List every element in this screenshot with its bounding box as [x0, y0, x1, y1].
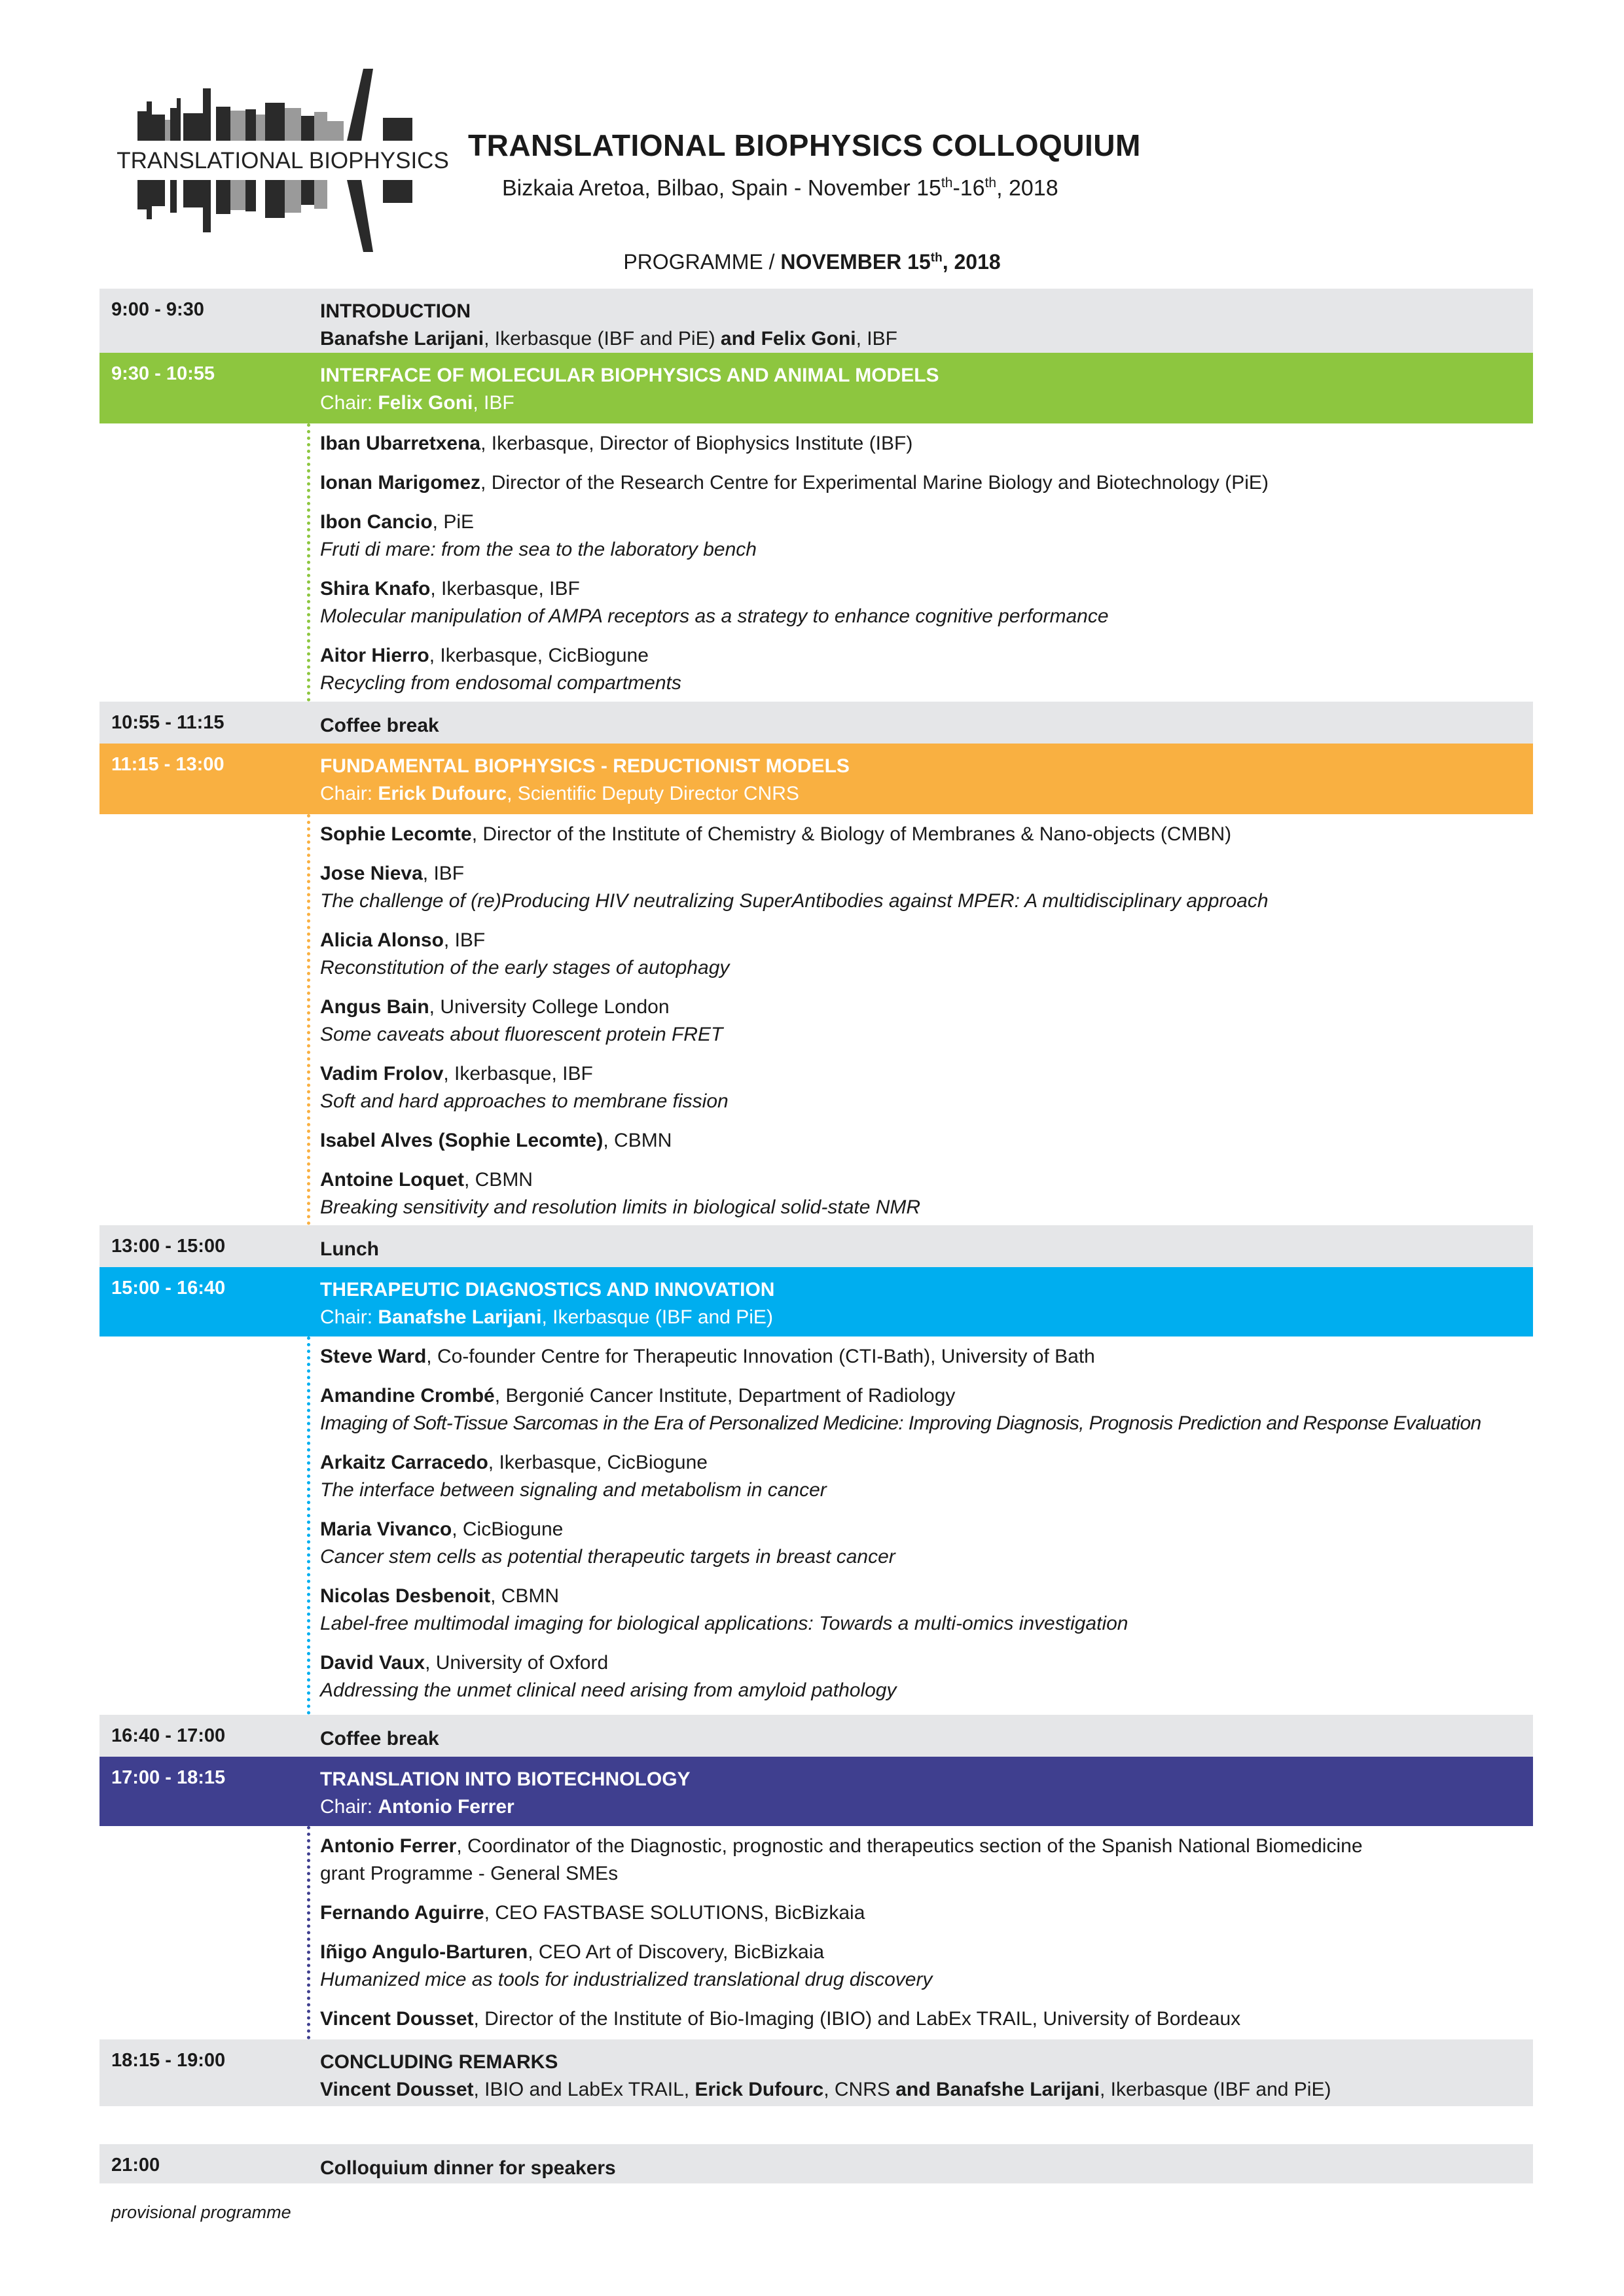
list-item: David Vaux, University of Oxford Addressing the unmet clinical need arising from amyloid pathology [320, 1652, 897, 1701]
coffee-break-label: Coffee break [320, 1728, 439, 1749]
list-item: Amandine Crombé, Bergonié Cancer Institute, Department of Radiology Imaging of Soft-Tissue Sarcomas in the Era of Personalized Medicine: Improving Diagnosis, Prognosis Prediction and Response Evaluation [320, 1385, 1481, 1434]
dinner-row [99, 2144, 1533, 2183]
list-item: Arkaitz Carracedo, Ikerbasque, CicBiogune The interface between signaling and metabolism in cancer [320, 1452, 827, 1501]
list-item: Iñigo Angulo-Barturen, CEO Art of Discovery, BicBizkaia Humanized mice as tools for industrialized translational drug discovery [320, 1941, 933, 1990]
spacer [99, 2106, 1533, 2144]
dinner-label: Colloquium dinner for speakers [320, 2157, 616, 2179]
list-item: Sophie Lecomte, Director of the Institute of Chemistry & Biology of Membranes & Nano-objects (CMBN) [320, 823, 1232, 845]
footnote: provisional programme [111, 2202, 291, 2222]
concluding-time: 18:15 - 19:00 [111, 2050, 226, 2071]
list-item: Aitor Hierro, Ikerbasque, CicBiogune Recycling from endosomal compartments [320, 645, 681, 694]
timeline-line [307, 423, 310, 702]
coffee-break-row [99, 702, 1533, 744]
list-item: Nicolas Desbenoit, CBMN Label-free multimodal imaging for biological applications: Towards a multi-omics investigation [320, 1585, 1128, 1634]
lunch-row [99, 1225, 1533, 1267]
intro-row [99, 289, 1533, 353]
dinner-time: 21:00 [111, 2155, 160, 2176]
session-3-talks [99, 1336, 1533, 1715]
session-4-talks [99, 1826, 1533, 2039]
timeline-line [307, 1336, 310, 1715]
list-item: Vincent Dousset, Director of the Institute of Bio-Imaging (IBIO) and LabEx TRAIL, University of Bordeaux [320, 2008, 1241, 2030]
session-1-title: INTERFACE OF MOLECULAR BIOPHYSICS AND ANIMAL MODELS [320, 365, 939, 386]
list-item: Angus Bain, University College London Some caveats about fluorescent protein FRET [320, 996, 723, 1045]
timeline-line [307, 1826, 310, 2039]
intro-title: INTRODUCTION [320, 300, 471, 322]
session-1-time: 9:30 - 10:55 [111, 363, 215, 384]
timeline-line [307, 814, 310, 1225]
session-4-title: TRANSLATION INTO BIOTECHNOLOGY [320, 1768, 691, 1790]
event-subtitle: Bizkaia Aretoa, Bilbao, Spain - November 15th-16th, 2018 [502, 175, 1058, 201]
list-item: Shira Knafo, Ikerbasque, IBF Molecular manipulation of AMPA receptors as a strategy to enhance cognitive performance [320, 578, 1109, 627]
list-item: Steve Ward, Co-founder Centre for Therapeutic Innovation (CTI-Bath), University of Bath [320, 1346, 1095, 1367]
translational-biophysics-logo [105, 62, 461, 259]
coffee-break-time: 16:40 - 17:00 [111, 1725, 226, 1746]
session-2-talks [99, 814, 1533, 1225]
coffee-break-label: Coffee break [320, 715, 439, 736]
page-title: TRANSLATIONAL BIOPHYSICS COLLOQUIUM [468, 128, 1141, 162]
session-1-header [99, 353, 1533, 423]
concluding-remarks-row [99, 2039, 1533, 2106]
coffee-break-row [99, 1715, 1533, 1757]
session-3-title: THERAPEUTIC DIAGNOSTICS AND INNOVATION [320, 1279, 775, 1300]
list-item: Antoine Loquet, CBMN Breaking sensitivity and resolution limits in biological solid-state NMR [320, 1169, 921, 1218]
session-3-header [99, 1267, 1533, 1336]
concluding-speakers: Vincent Dousset, IBIO and LabEx TRAIL, Erick Dufourc, CNRS and Banafshe Larijani, Ikerbasque (IBF and PiE) [320, 2079, 1331, 2100]
programme-table [99, 289, 1533, 2183]
session-4-time: 17:00 - 18:15 [111, 1767, 226, 1788]
session-1-talks [99, 423, 1533, 702]
list-item: Ionan Marigomez, Director of the Research Centre for Experimental Marine Biology and Biotechnology (PiE) [320, 472, 1269, 493]
session-3-time: 15:00 - 16:40 [111, 1278, 226, 1299]
concluding-title: CONCLUDING REMARKS [320, 2051, 558, 2073]
list-item: Jose Nieva, IBF The challenge of (re)Producing HIV neutralizing SuperAntibodies against MPER: A multidisciplinary approach [320, 863, 1269, 912]
session-2-time: 11:15 - 13:00 [111, 754, 225, 775]
list-item: Ibon Cancio, PiE Fruti di mare: from the sea to the laboratory bench [320, 511, 757, 560]
session-2-header [99, 744, 1533, 814]
list-item: Maria Vivanco, CicBiogune Cancer stem cells as potential therapeutic targets in breast cancer [320, 1518, 895, 1568]
coffee-break-time: 10:55 - 11:15 [111, 712, 225, 733]
list-item: Antonio Ferrer, Coordinator of the Diagnostic, prognostic and therapeutics section of the Spanish National Biomedicine grant Programme - General SMEs [320, 1835, 1363, 1884]
session-2-title: FUNDAMENTAL BIOPHYSICS - REDUCTIONIST MODELS [320, 755, 850, 777]
session-2-chair: Chair: Erick Dufourc, Scientific Deputy Director CNRS [320, 783, 799, 804]
list-item: Vadim Frolov, Ikerbasque, IBF Soft and hard approaches to membrane fission [320, 1063, 729, 1112]
list-item: Alicia Alonso, IBF Reconstitution of the early stages of autophagy [320, 929, 730, 978]
lunch-time: 13:00 - 15:00 [111, 1236, 226, 1257]
session-4-header [99, 1757, 1533, 1826]
svg-text:TRANSLATIONAL BIOPHYSICS: TRANSLATIONAL BIOPHYSICS [117, 148, 449, 173]
list-item: Iban Ubarretxena, Ikerbasque, Director of Biophysics Institute (IBF) [320, 433, 913, 454]
intro-speakers: Banafshe Larijani, Ikerbasque (IBF and PiE) and Felix Goni, IBF [320, 328, 897, 350]
programme-heading: PROGRAMME / NOVEMBER 15th, 2018 [623, 250, 1001, 274]
document-header [0, 0, 1624, 308]
session-3-chair: Chair: Banafshe Larijani, Ikerbasque (IBF and PiE) [320, 1306, 773, 1328]
list-item: Isabel Alves (Sophie Lecomte), CBMN [320, 1130, 672, 1151]
list-item: Fernando Aguirre, CEO FASTBASE SOLUTIONS, BicBizkaia [320, 1902, 865, 1924]
session-1-chair: Chair: Felix Goni, IBF [320, 392, 514, 414]
lunch-label: Lunch [320, 1238, 379, 1260]
session-4-chair: Chair: Antonio Ferrer [320, 1796, 514, 1818]
intro-time: 9:00 - 9:30 [111, 299, 204, 320]
